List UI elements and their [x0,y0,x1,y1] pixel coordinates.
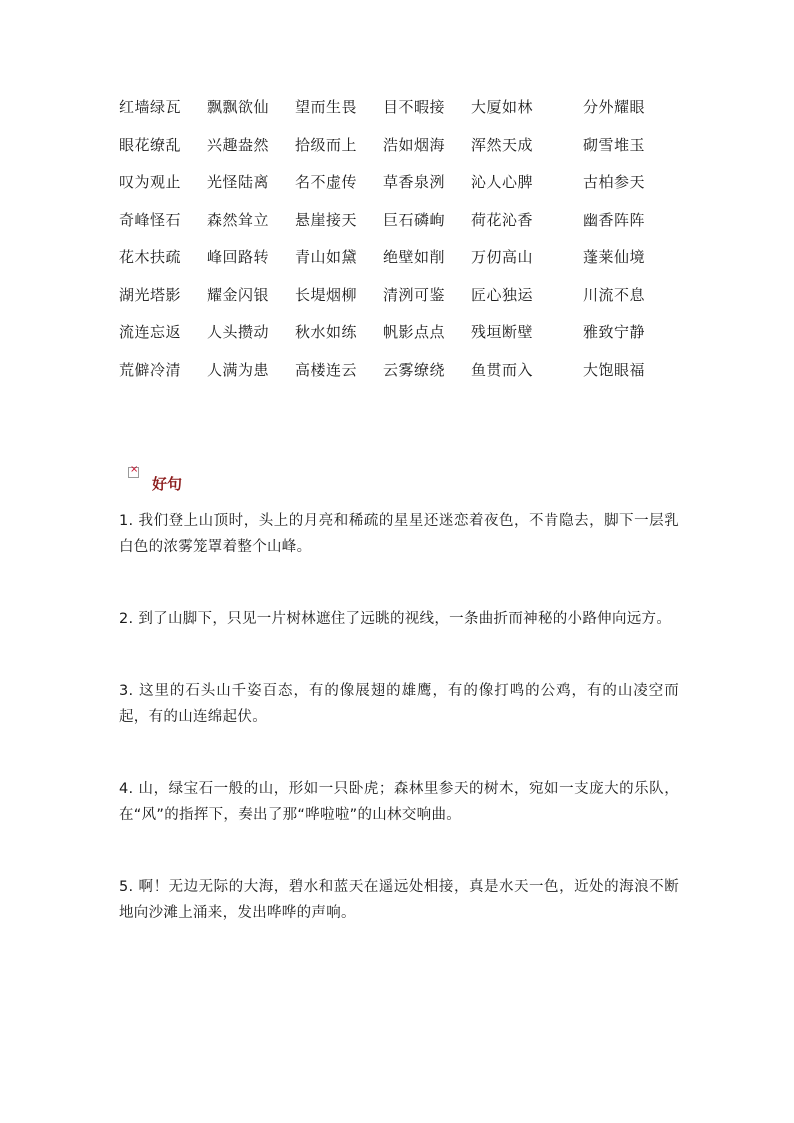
idiom-cell: 砌雪堆玉 [583,135,646,154]
idiom-cell: 荷花沁香 [471,210,534,229]
idiom-cell: 拾级而上 [295,135,358,154]
idiom-row [119,284,679,322]
idiom-cell: 名不虚传 [295,173,358,191]
idiom-cell: 峰回路转 [207,248,270,266]
idiom-cell: 红墙绿瓦 [119,98,182,116]
idiom-cell: 巨石磷峋 [383,210,446,229]
idiom-cell: 眼花缭乱 [119,135,182,154]
idiom-cell: 秋水如练 [295,323,358,341]
idiom-row [119,134,679,172]
idiom-cell: 人头攒动 [207,323,270,341]
idiom-row [119,171,679,209]
broken-image-icon [128,467,139,478]
sentence-item: 1. 我们登上山顶时，头上的月亮和稀疏的星星还迷恋着夜色，不肯隐去，脚下一层乳白色的浓雾笼罩着整个山峰。 [119,513,679,555]
idiom-cell: 高楼连云 [295,360,358,379]
idiom-cell: 鱼贯而入 [471,360,534,379]
idiom-row [119,321,679,359]
idiom-cell: 残垣断壁 [471,323,534,341]
idiom-cell: 清洌可鉴 [383,285,446,304]
idiom-cell: 耀金闪银 [207,285,270,304]
idiom-cell: 万仞高山 [471,248,534,266]
sentence-list [119,508,679,972]
section-title: 好句 [152,475,183,493]
idiom-cell: 长堤烟柳 [295,285,358,304]
idiom-cell: 幽香阵阵 [583,210,646,229]
idiom-cell: 浑然天成 [471,135,534,154]
sentence-item: 2. 到了山脚下，只见一片树林遮住了远眺的视线，一条曲折而神秘的小路伸向远方。 [119,611,672,627]
sentence-item: 3. 这里的石头山千姿百态，有的像展翅的雄鹰，有的像打鸣的公鸡，有的山凌空而起，有的山连绵起伏。 [119,683,679,725]
idiom-cell: 雅致宁静 [583,323,646,341]
idiom-row [119,96,679,134]
idiom-cell: 蓬莱仙境 [583,248,646,266]
idiom-cell: 湖光塔影 [119,285,182,304]
idiom-cell: 奇峰怪石 [119,210,182,229]
idiom-cell: 草香泉洌 [383,173,446,191]
idiom-cell: 荒僻冷清 [119,360,182,379]
idiom-cell: 悬崖接天 [295,210,358,229]
idiom-cell: 匠心独运 [471,285,534,304]
idiom-cell: 青山如黛 [295,248,358,266]
idiom-cell: 古柏参天 [583,173,646,191]
idiom-cell: 光怪陆离 [207,173,270,191]
idiom-cell: 云雾缭绕 [383,360,446,379]
idiom-cell: 飘飘欲仙 [207,98,270,116]
idiom-cell: 大饱眼福 [583,360,646,379]
idiom-cell: 人满为患 [207,360,270,379]
idiom-cell: 花木扶疏 [119,248,182,266]
idiom-cell: 流连忘返 [119,323,182,341]
idiom-grid [119,96,679,396]
idiom-cell: 叹为观止 [119,173,182,191]
idiom-row [119,209,679,247]
idiom-row [119,359,679,397]
idiom-cell: 分外耀眼 [583,98,646,116]
sentence-item: 4. 山，绿宝石一般的山，形如一只卧虎；森林里参天的树木，宛如一支庞大的乐队，在“风”的指挥下，奏出了那“哗啦啦”的山林交响曲。 [119,781,679,823]
idiom-cell: 沁人心脾 [471,173,534,191]
idiom-row [119,246,679,284]
idiom-cell: 绝壁如削 [383,248,446,266]
idiom-cell: 目不暇接 [383,98,446,116]
idiom-cell: 兴趣盎然 [207,135,270,154]
idiom-cell: 浩如烟海 [383,135,446,154]
idiom-cell: 望而生畏 [295,98,358,116]
idiom-cell: 大厦如林 [471,98,534,116]
idiom-cell: 森然耸立 [207,210,270,229]
idiom-cell: 川流不息 [583,285,646,304]
sentence-item: 5. 啊！无边无际的大海，碧水和蓝天在遥远处相接，真是水天一色，近处的海浪不断地向沙滩上涌来，发出哗哗的声响。 [119,879,679,921]
idiom-cell: 帆影点点 [383,323,446,341]
